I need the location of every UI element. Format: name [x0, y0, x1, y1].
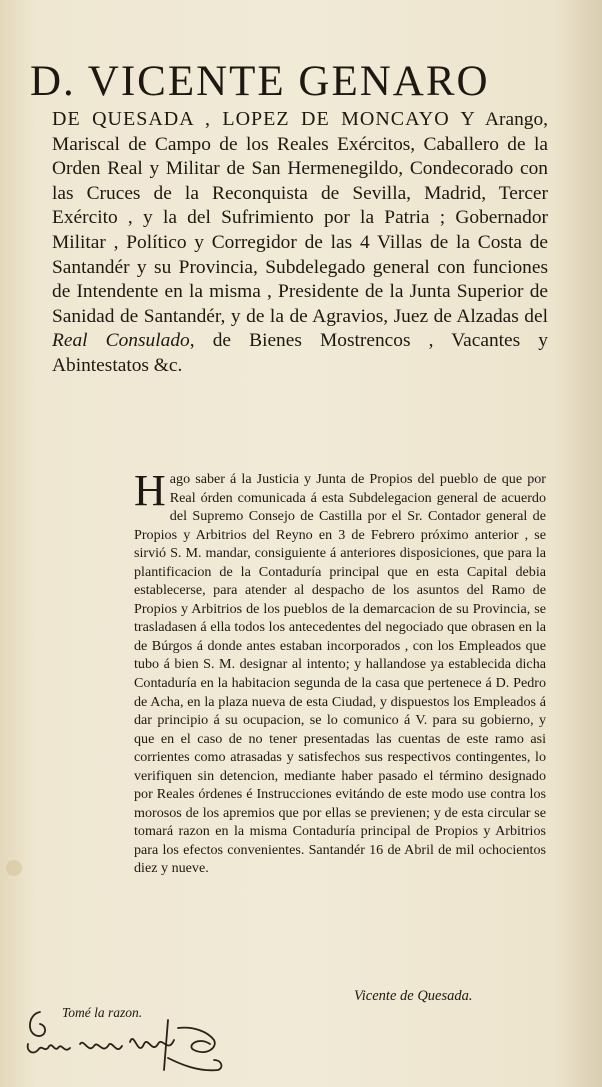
document-heading: D. VICENTE GENARO [30, 58, 490, 105]
paper-stain [6, 860, 22, 876]
decree-text: ago saber á la Justicia y Junta de Propios del pueblo de que por Real órden comunicada á esta Subdelegacion general de acuerdo del Supremo Consejo de Castilla por el Sr. Contador general de Propios y Arbitrios del Reyno en 3 de Febrero próximo anterior , se sirvió S. M. mandar, consiguiente á anteriores disposiciones, que para la plantificacion de la Contaduría principal que en esta Capital debia establecerse, para atender al despacho de los asuntos del Ramo de Propios y Arbitrios de los pueblos de la demarcacion de su Provincia, se trasladasen á ella todos los antecedentes del negociado que obrasen en la de Búrgos á donde antes estaban incorporados , con los Empleados que tubo á bien S. M. designar al intento; y hallandose ya establecida dicha Contaduría en la habitacion segunda de la casa que pertenece á D. Pedro de Acha, en la plaza nueva de esta Ciudad, y dispuestos los Empleados á dar principio á su ocupacion, se lo comunico á V. para su gobierno, y que en el caso de no tener presentadas las cuentas de este ramo asi corrientes como atrasadas y satisfechos sus respectivos contingentes, lo verifiquen sin detencion, mediante haber pasado el término designado por Reales órdenes é Instrucciones evitándo de este modo use contra los morosos de los apremios que por ellas se previenen; y de esta circular se tomará razon en la misma Contaduría principal de Propios y Arbitrios para los efectos convenientes. Santandér 16 de Abril de mil ochocientos diez y nueve. [134, 471, 546, 877]
intro-italic: Real Consulado [52, 330, 190, 352]
decree-body [134, 466, 546, 878]
intro-text: Arango, Mariscal de Campo de los Reales Exércitos, Caballero de la Orden Real y Militar de San Hermenegildo, Condecorado con las Cruces de la Reconquista de Sevilla, Madrid, Tercer Exército , y la del Sufrimiento por la Patria ; Gobernador Militar , Político y Corregidor de las 4 Villas de la Costa de Santandér y su Provincia, Subdelegado general con funciones de Intendente en la misma , Presidente de la Junta Superior de Sanidad de Santandér, y de la de Agravios, Juez de Alzadas del [52, 109, 549, 327]
handwritten-signature [18, 1000, 238, 1085]
printed-signature: Vicente de Quesada. [354, 988, 473, 1004]
drop-cap: H [134, 466, 166, 515]
registry-note: Tomé la razon. [62, 1005, 143, 1020]
intro-titles [52, 107, 548, 379]
intro-caps-line: DE QUESADA , LOPEZ DE MONCAYO Y [52, 108, 476, 130]
intro-text-end: , de Bienes Mostrencos , Vacantes y Abintestatos &c. [52, 330, 549, 376]
